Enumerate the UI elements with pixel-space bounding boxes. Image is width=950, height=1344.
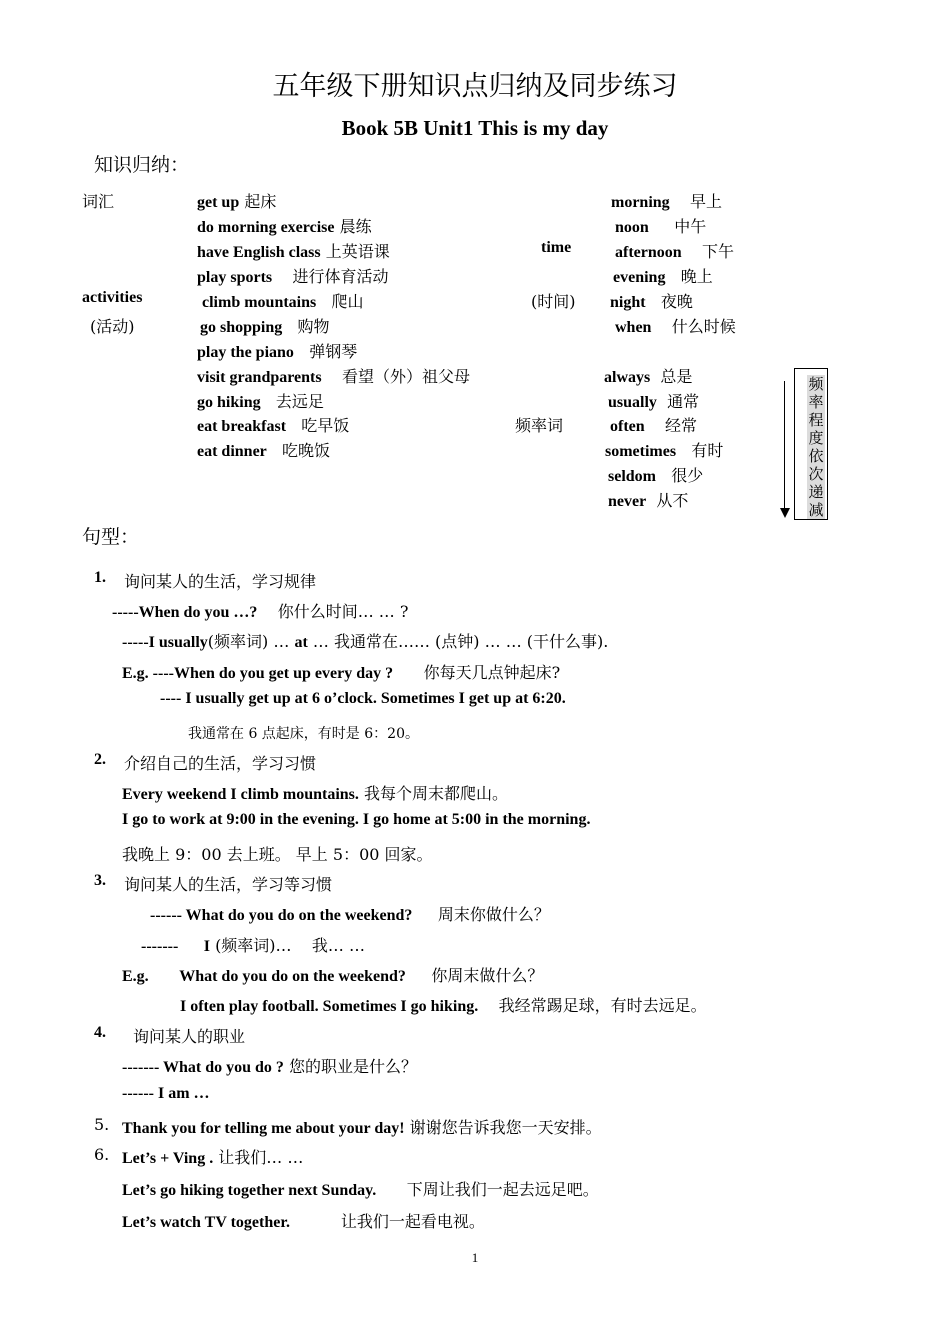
time-label: time xyxy=(541,239,572,256)
section-3-line-3: E.g. What do you do on the weekend? 你周末做什么？ xyxy=(122,966,544,985)
freq-note-box xyxy=(794,368,828,520)
section-1-line-3: E.g. ----When do you get up every day ? 你每天几点钟起床? xyxy=(122,663,561,682)
list-item: have English class 上英语课 xyxy=(197,242,390,261)
list-item: go shopping 购物 xyxy=(200,317,330,336)
section-3-number: 3. xyxy=(94,872,106,889)
time-label-cn: (时间) xyxy=(531,292,576,311)
section-3-title: 询问某人的生活，学习等习惯 xyxy=(124,875,333,894)
section-5-line: Thank you for telling me about your day! 谢谢您告诉我您一天安排。 xyxy=(122,1118,602,1137)
sentence-heading: 句型： xyxy=(82,526,140,548)
list-item: climb mountains 爬山 xyxy=(202,292,364,311)
list-item: sometimes 有时 xyxy=(605,441,724,460)
list-item: get up 起床 xyxy=(197,192,277,211)
list-item: play the piano 弹钢琴 xyxy=(197,342,358,361)
page-title: 五年级下册知识点归纳及同步练习 xyxy=(272,71,678,102)
vocab-label: 词汇 xyxy=(82,192,115,211)
activities-label-cn: (活动) xyxy=(90,317,135,336)
section-1-line-2: -----I usually(频率词) … at … 我通常在…… (点钟) … … (干什么事). xyxy=(122,632,609,651)
section-1-title: 询问某人的生活，学习规律 xyxy=(124,572,317,591)
section-1-line-1: -----When do you …? 你什么时间… … ? xyxy=(112,602,409,621)
section-4-line-1: ------- What do you do ? 您的职业是什么？ xyxy=(122,1057,418,1076)
section-2-number: 2. xyxy=(94,751,106,768)
section-4-number: 4. xyxy=(94,1024,106,1041)
section-6-line-2: Let’s watch TV together. 让我们一起看电视。 xyxy=(122,1212,485,1231)
list-item: play sports 进行体育活动 xyxy=(197,267,389,286)
list-item: when 什么时候 xyxy=(615,317,736,336)
list-item: seldom 很少 xyxy=(608,466,704,485)
section-1-number: 1. xyxy=(94,569,106,586)
section-2-title: 介绍自己的生活，学习习惯 xyxy=(124,754,317,773)
activities-label: activities xyxy=(82,289,143,306)
section-6-line-1: Let’s go hiking together next Sunday. 下周让我们一起去远足吧。 xyxy=(122,1180,599,1199)
list-item: visit grandparents 看望（外）祖父母 xyxy=(197,367,470,386)
section-2-line-1: Every weekend I climb mountains. 我每个周末都爬山。 xyxy=(122,784,509,803)
section-5-number: 5. xyxy=(94,1115,110,1134)
section-3-line-2: ------- I (频率词)… 我… … xyxy=(141,936,365,955)
list-item: usually 通常 xyxy=(608,392,700,411)
list-item: always 总是 xyxy=(604,367,693,386)
section-3-line-4: I often play football. Sometimes I go hiking. 我经常踢足球，有时去远足。 xyxy=(180,996,707,1015)
list-item: afternoon 下午 xyxy=(615,242,735,261)
list-item: morning 早上 xyxy=(611,192,723,211)
knowledge-heading: 知识归纳： xyxy=(94,154,190,176)
section-3-line-1: ------ What do you do on the weekend? 周末你做什么？ xyxy=(150,905,550,924)
section-6-title: Let’s + Ving . 让我们… … xyxy=(122,1148,304,1167)
section-1-line-5: 我通常在 6 点起床，有时是 6：20。 xyxy=(188,726,419,742)
section-4-line-2: ------ I am … xyxy=(122,1085,210,1102)
list-item: eat dinner 吃晚饭 xyxy=(197,441,331,460)
list-item: noon 中午 xyxy=(615,217,707,236)
page-number: 1 xyxy=(471,1250,479,1265)
down-arrow-icon xyxy=(784,381,785,511)
section-1-line-4: ---- I usually get up at 6 o’clock. Sometimes I get up at 6:20. xyxy=(160,690,566,707)
freq-note-text: 频率程度依次递减 xyxy=(808,375,824,519)
list-item: often 经常 xyxy=(610,416,698,435)
list-item: evening 晚上 xyxy=(613,267,713,286)
list-item: eat breakfast 吃早饭 xyxy=(197,416,350,435)
arrow-head-icon xyxy=(780,508,790,518)
section-6-number: 6. xyxy=(94,1145,110,1164)
section-2-line-3: 我晚上 9：00 去上班。 早上 5：00 回家。 xyxy=(122,845,433,864)
freq-label: 频率词 xyxy=(515,416,564,435)
list-item: night 夜晚 xyxy=(610,292,693,311)
page-subtitle: Book 5B Unit1 This is my day xyxy=(341,116,609,140)
section-2-line-2: I go to work at 9:00 in the evening. I go home at 5:00 in the morning. xyxy=(122,811,591,828)
list-item: never 从不 xyxy=(608,491,689,510)
list-item: go hiking 去远足 xyxy=(197,392,324,411)
section-4-title: 询问某人的职业 xyxy=(133,1027,246,1046)
list-item: do morning exercise 晨练 xyxy=(197,217,372,236)
